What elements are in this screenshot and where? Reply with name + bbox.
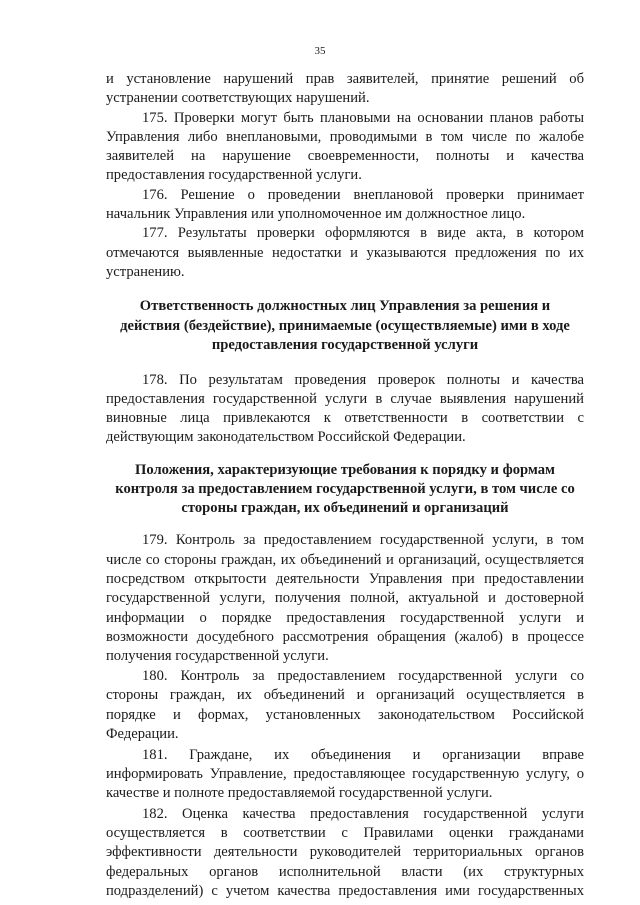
text-line: получения государственной услуги. <box>106 648 329 664</box>
text-line: предоставления государственной услуги. <box>106 167 362 183</box>
text-line: информации о порядке предоставления государственной услуги и <box>106 610 584 626</box>
paragraph-175-line: 175. Проверки могут быть плановыми на основании планов работы <box>142 110 584 126</box>
text-line: осуществляется в соответствии с Правилами оценки гражданами <box>106 825 584 841</box>
text-line: Управления либо внеплановыми, проводимыми в том числе по жалобе <box>106 129 584 145</box>
paragraph-182-line: 182. Оценка качества предоставления государственной услуги <box>142 806 584 822</box>
text-line: начальник Управления или уполномоченное им должностное лицо. <box>106 206 526 222</box>
text-line: отмечаются выявленные недостатки и указываются предложения по их <box>106 245 584 261</box>
text-line: и установление нарушений прав заявителей, принятие решений об <box>106 71 584 87</box>
text-line: посредством открытости деятельности Управления при предоставлении <box>106 571 584 587</box>
paragraph-180-line: 180. Контроль за предоставлением государственной услуги со <box>142 668 584 684</box>
page-number: 35 <box>314 45 326 57</box>
text-line: предоставления государственной услуги в случае выявления нарушений <box>106 391 584 407</box>
text-line: эффективности деятельности руководителей территориальных органов <box>106 844 584 860</box>
text-line: числе со стороны граждан, их объединений и организаций, осуществляется <box>106 552 584 568</box>
text-line: устранении соответствующих нарушений. <box>106 90 370 106</box>
text-line: Федерации. <box>106 726 179 742</box>
text-line: качестве и полноте предоставляемой государственной услуги. <box>106 785 493 801</box>
paragraph-178-line: 178. По результатам проведения проверок полноты и качества <box>142 372 584 388</box>
paragraph-179-line: 179. Контроль за предоставлением государственной услуги, в том <box>142 532 584 548</box>
section-heading-line: контроля за предоставлением государственной услуги, в том числе со <box>115 481 575 497</box>
text-line: устранению. <box>106 264 185 280</box>
text-line: федеральных органов исполнительной власти (их структурных <box>106 864 584 880</box>
text-line: действующим законодательством Российской Федерации. <box>106 429 466 445</box>
text-line: заявителей на нарушение своевременности, полноты и качества <box>106 148 584 164</box>
text-line: стороны граждан, их объединений и организаций осуществляется в <box>106 687 584 703</box>
text-line: порядке и формах, установленных законодательством Российской <box>106 707 584 723</box>
section-heading-line: предоставления государственной услуги <box>211 337 479 353</box>
text-line: информировать Управление, предоставляющее государственную услугу, о <box>106 766 584 782</box>
text-line: государственной услуги, получения полной, актуальной и достоверной <box>106 590 584 606</box>
paragraph-181-line: 181. Граждане, их объединения и организации вправе <box>142 747 584 763</box>
text-line: подразделений) с учетом качества предоставления ими государственных <box>106 883 584 899</box>
paragraph-177-line: 177. Результаты проверки оформляются в виде акта, в котором <box>142 225 584 241</box>
section-heading-line: действия (бездействие), принимаемые (осуществляемые) ими в ходе <box>120 318 570 334</box>
text-line: возможности досудебного рассмотрения обращения (жалоб) в процессе <box>106 629 584 645</box>
section-heading-line: Ответственность должностных лиц Управления за решения и <box>139 298 551 314</box>
section-heading-line: Положения, характеризующие требования к порядку и формам <box>135 462 555 478</box>
text-line: виновные лица привлекаются к ответственности в соответствии с <box>106 410 584 426</box>
paragraph-176-line: 176. Решение о проведении внеплановой проверки принимает <box>142 187 584 203</box>
section-heading-line: стороны граждан, их объединений и организаций <box>181 500 509 516</box>
